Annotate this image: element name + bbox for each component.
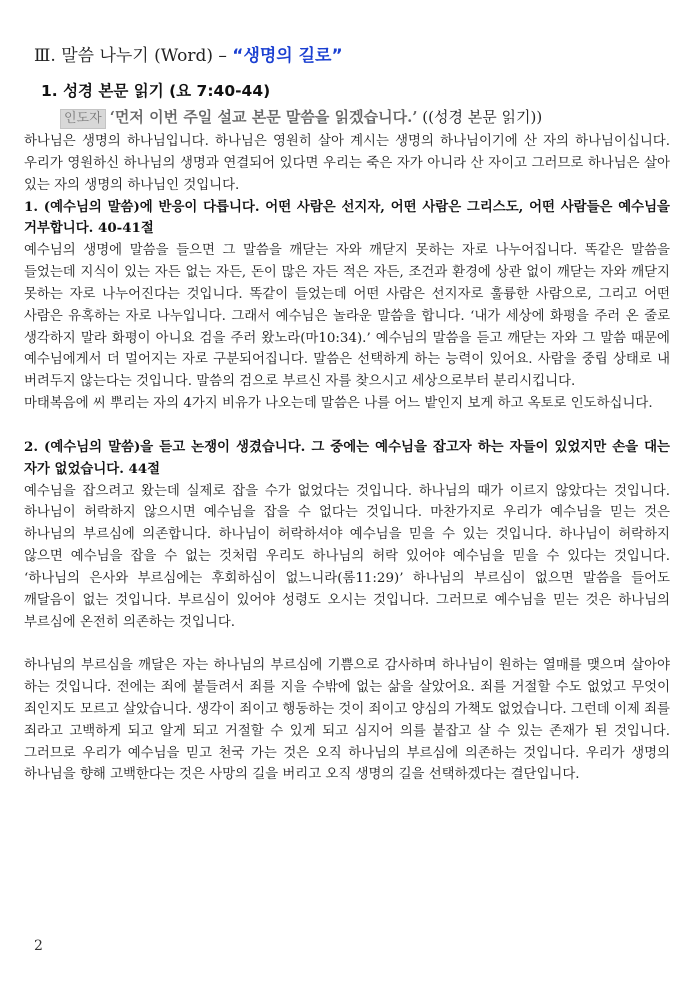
paragraph-point-1: 예수님의 생명에 말씀을 들으면 그 말씀을 깨닫는 자와 깨닫지 못하는 자로 나누어집니다. 똑같은 말씀을 들었는데 지식이 있는 자든 없는 자든, 돈이 많은 자든 적은 자든, 조건과 환경에 상관 없이 깨닫는 자와 깨닫지 못하는 자로 나누어진다는 것입니다. 똑같이 들었는데 어떤 사람은 선지자로 훌륭한 사람으로, 그리고 어떤 사람은 유혹하는 자로 나누입니다. 그래서 예수님은 놀라운 말씀을 합니다. ‘내가 세상에 화평을 주러 온 줄로 생각하지 말라 화평이 아니요 검을 주러 왔노라(마10:34).’ 예수님의 말씀을 듣고 깨닫는 자와 그 말씀 때문에 예수님에게서 더 멀어지는 자로 구분되어집니다. 말씀은 선택하게 하는 능력이 있어요. 사람을 중립 상태로 내 버려두지 않는다는 것입니다. 말씀의 검으로 부르신 자를 찾으시고 세상으로부터 분리시킵니다. bbox=[24, 243, 670, 390]
paragraph-spacer bbox=[24, 633, 670, 655]
section-heading bbox=[34, 44, 654, 68]
reading-instruction bbox=[60, 106, 680, 129]
reading-heading: 1. 성경 본문 읽기 (요 7:40-44) bbox=[41, 82, 271, 100]
reading-note: ((성경 본문 읽기)) bbox=[422, 108, 543, 126]
section-number: Ⅲ. bbox=[34, 46, 56, 66]
body-content bbox=[24, 131, 670, 786]
paragraph-point-2: 예수님을 잡으려고 왔는데 실제로 잡을 수가 없었다는 것입니다. 하나님의 때가 이르지 않았다는 것입니다. 하나님이 허락하지 않으시면 예수님을 잡을 수 없다는 것입니다. 마찬가지로 우리가 예수님을 믿는 것은 하나님의 부르심에 의존합니다. 하나님이 허락하셔야 예수님을 믿을 수 있는 것입니다. 하나님이 허락하지 않으면 예수님을 잡을 수 없는 것처럼 우리도 하나님의 허락 있어야 예수님을 믿을 수 있다는 것입니다. ‘하나님의 은사와 부르심에는 후회하심이 없느니라(롬11:29)’ 하나님의 부르심이 없으면 말씀을 들어도 깨달음이 없는 것입니다. 부르심이 있어야 성령도 오시는 것입니다. 그러므로 예수님을 믿는 것은 하나님의 부르심에 온전히 의존하는 것입니다. bbox=[24, 483, 670, 630]
section-subtitle: “생명의 길로” bbox=[232, 46, 343, 66]
page-number: 2 bbox=[34, 938, 43, 954]
paragraph-intro: 하나님은 생명의 하나님입니다. 하나님은 영원히 살아 계시는 생명의 하나님이기에 산 자의 하나님이십니다. 우리가 영원하신 하나님의 생명과 연결되어 있다면 우리는 죽은 자가 아니라 산 자이고 그러므로 하나님은 살아 있는 자의 생명의 하나님인 것입니다. bbox=[24, 134, 670, 193]
leader-tag: 인도자 bbox=[60, 109, 106, 129]
paragraph-conclusion: 하나님의 부르심을 깨달은 자는 하나님의 부르심에 기쁨으로 감사하며 하나님이 원하는 열매를 맺으며 살아야 하는 것입니다. 전에는 죄에 붙들려서 죄를 지을 수밖에 없는 삶을 살았어요. 죄를 거절할 수도 없었고 무엇이 죄인지도 모르고 살았습니다. 생각이 죄이고 행동하는 것이 죄이고 양심의 가책도 없었습니다. 그런데 이제 죄를 죄라고 고백하게 되고 알게 되고 거절할 수 있게 되고 심지어 의를 붙잡고 살 수 있는 존재가 된 것입니다. 그러므로 우리가 예수님을 믿고 천국 가는 것은 오직 하나님의 부르심에 의존하는 것입니다. 우리가 생명의 하나님을 향해 고백한다는 것은 사망의 길을 버리고 오직 생명의 길을 선택하겠다는 결단입니다. bbox=[24, 658, 670, 783]
paragraph-spacer bbox=[24, 415, 670, 437]
paragraph-parable: 마태복음에 씨 뿌리는 자의 4가지 비유가 나오는데 말씀은 나를 어느 밭인지 보게 하고 옥토로 인도하십니다. bbox=[24, 396, 653, 412]
leader-quote: ‘먼저 이번 주일 설교 본문 말씀을 읽겠습니다.’ bbox=[109, 108, 418, 126]
point-1-heading: 1. (예수님의 말씀)에 반응이 다릅니다. 어떤 사람은 선지자, 어떤 사람은 그리스도, 어떤 사람들은 예수님을 거부합니다. 40-41절 bbox=[24, 198, 670, 237]
section-title: 말씀 나누기 (Word) – bbox=[61, 46, 227, 66]
point-2-heading: 2. (예수님의 말씀)을 듣고 논쟁이 생겼습니다. 그 중에는 예수님을 잡고자 하는 자들이 있었지만 손을 대는 자가 없었습니다. 44절 bbox=[24, 438, 670, 477]
